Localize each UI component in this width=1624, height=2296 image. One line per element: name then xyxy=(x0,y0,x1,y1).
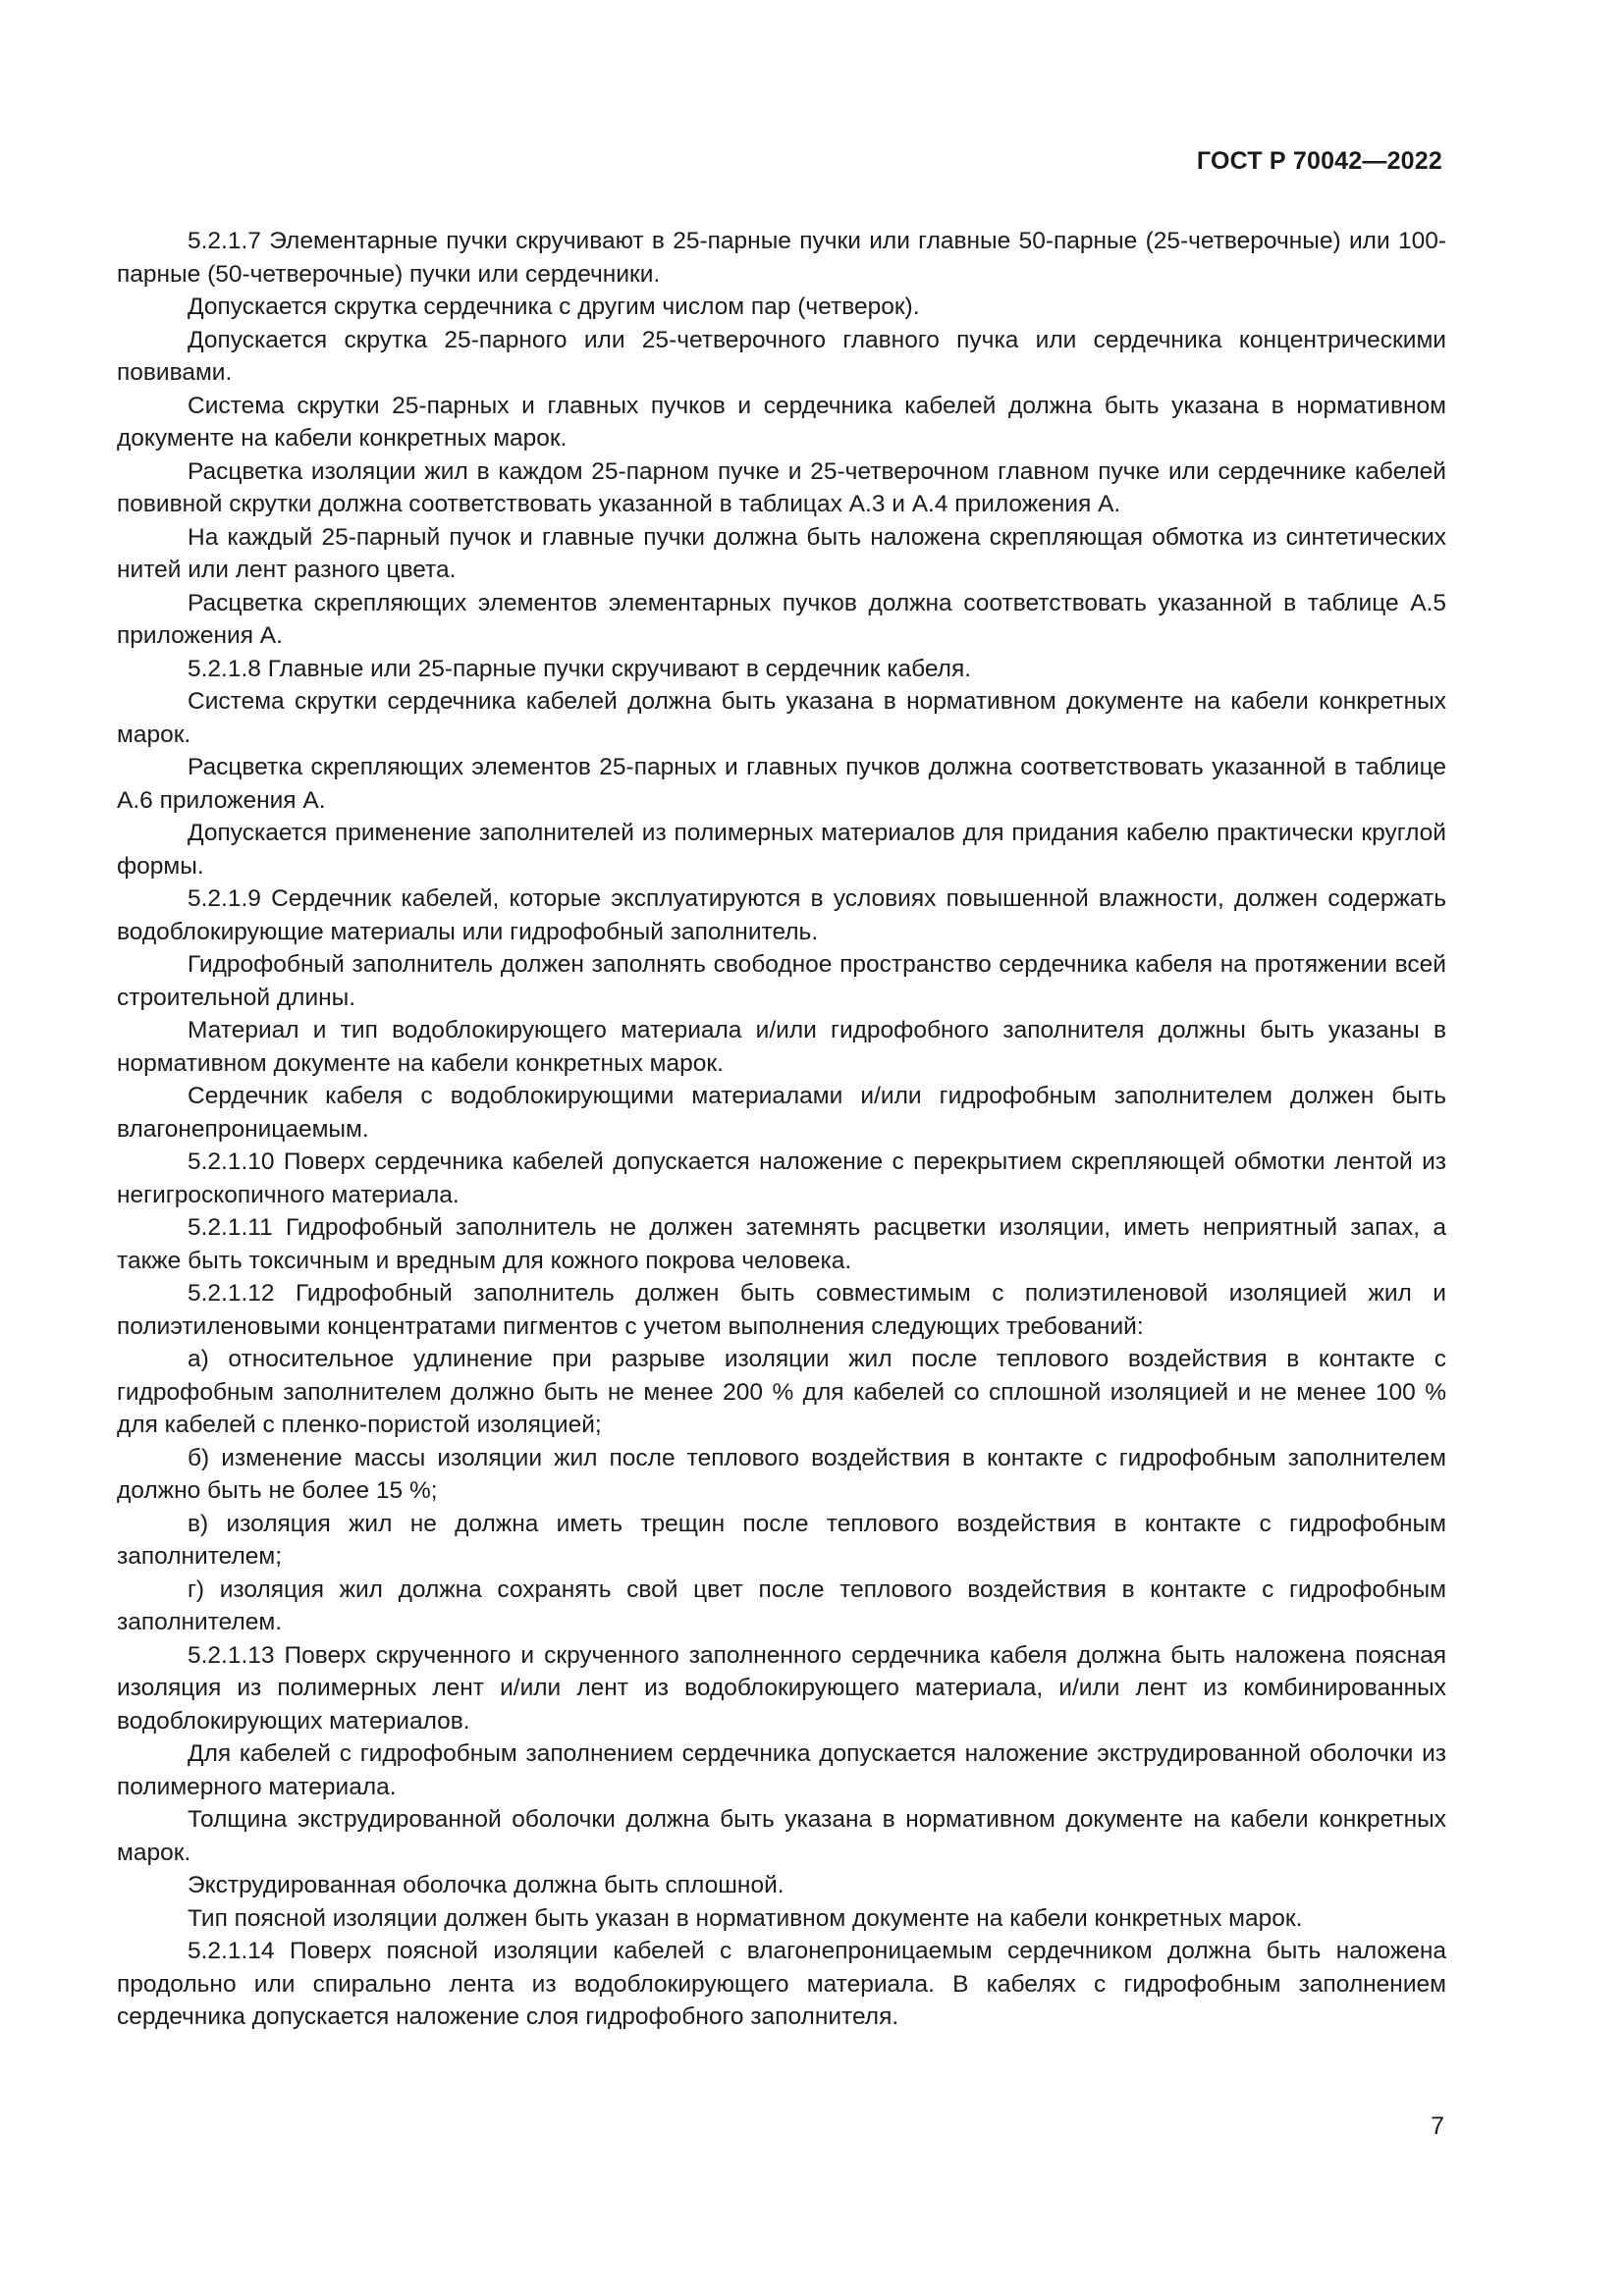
paragraph: 5.2.1.9 Сердечник кабелей, которые эксплуатируются в условиях повышенной влажности, должен содержать водоблокирующие материалы или гидрофобный заполнитель. xyxy=(117,885,1446,945)
paragraph: Тип поясной изоляции должен быть указан в нормативном документе на кабели конкретных марок. xyxy=(188,1904,1303,1932)
list-item: г) изоляция жил должна сохранять свой цвет после теплового воздействия в контакте с гидрофобным заполнителем. xyxy=(117,1575,1446,1635)
paragraph: Допускается применение заполнителей из полимерных материалов для придания кабелю практически круглой формы. xyxy=(117,820,1446,880)
paragraph: Экструдированная оболочка должна быть сплошной. xyxy=(188,1872,785,1898)
paragraph: На каждый 25-парный пучок и главные пучки должна быть наложена скрепляющая обмотка из синтетических нитей или лент разного цвета. xyxy=(117,523,1446,583)
paragraph: Система скрутки сердечника кабелей должна быть указана в нормативном документе на кабели конкретных марок. xyxy=(117,688,1446,748)
paragraph: Расцветка изоляции жил в каждом 25-парном пучке и 25-четверочном главном пучке или сердечнике кабелей повивной скрутки должна соответствовать указанной в таблицах А.3 и А.4 приложения А. xyxy=(117,457,1446,517)
paragraph: Система скрутки 25-парных и главных пучков и сердечника кабелей должна быть указана в нормативном документе на кабели конкретных марок. xyxy=(117,392,1446,452)
body-text xyxy=(117,225,1446,2034)
page-number: 7 xyxy=(1431,2112,1444,2140)
list-item: б) изменение массы изоляции жил после теплового воздействия в контакте с гидрофобным заполнителем должно быть не более 15 %; xyxy=(117,1444,1446,1504)
paragraph: 5.2.1.8 Главные или 25-парные пучки скручивают в сердечник кабеля. xyxy=(188,655,972,682)
paragraph: Расцветка скрепляющих элементов 25-парных и главных пучков должна соответствовать указанной в таблице А.6 приложения А. xyxy=(117,754,1446,814)
paragraph: Расцветка скрепляющих элементов элементарных пучков должна соответствовать указанной в таблице А.5 приложения А. xyxy=(117,589,1446,649)
paragraph: Гидрофобный заполнитель должен заполнять свободное пространство сердечника кабеля на протяжении всей строительной длины. xyxy=(117,951,1446,1011)
paragraph: Толщина экструдированной оболочки должна быть указана в нормативном документе на кабели конкретных марок. xyxy=(117,1806,1446,1866)
paragraph: 5.2.1.7 Элементарные пучки скручивают в 25-парные пучки или главные 50-парные (25-четверочные) или 100-парные (50-четверочные) пучки или сердечники. xyxy=(117,228,1446,288)
paragraph: 5.2.1.11 Гидрофобный заполнитель не должен затемнять расцветки изоляции, иметь неприятный запах, а также быть токсичным и вредным для кожного покрова человека. xyxy=(117,1214,1446,1274)
list-item: в) изоляция жил не должна иметь трещин после теплового воздействия в контакте с гидрофобным заполнителем; xyxy=(117,1510,1446,1570)
paragraph: 5.2.1.13 Поверх скрученного и скрученного заполненного сердечника кабеля должна быть наложена поясная изоляция из полимерных лент и/или лент из водоблокирующего материала, и/или лент из комбинированных водоблокирующих материалов. xyxy=(117,1641,1446,1735)
paragraph: Допускается скрутка сердечника с другим числом пар (четверок). xyxy=(188,294,920,320)
paragraph: 5.2.1.14 Поверх поясной изоляции кабелей с влагонепроницаемым сердечником должна быть наложена продольно или спирально лента из водоблокирующего материала. В кабелях с гидрофобным заполнением сердечника допускается наложение слоя гидрофобного заполнителя. xyxy=(117,1938,1446,2030)
paragraph: Материал и тип водоблокирующего материала и/или гидрофобного заполнителя должны быть указаны в нормативном документе на кабели конкретных марок. xyxy=(117,1017,1446,1077)
paragraph: 5.2.1.10 Поверх сердечника кабелей допускается наложение с перекрытием скрепляющей обмотки лентой из негигроскопичного материала. xyxy=(117,1148,1446,1208)
list-item: а) относительное удлинение при разрыве изоляции жил после теплового воздействия в контакте с гидрофобным заполнителем должно быть не менее 200 % для кабелей со сплошной изоляцией и не менее 100 % для кабелей с пленко-пористой изоляцией; xyxy=(117,1346,1446,1438)
paragraph: 5.2.1.12 Гидрофобный заполнитель должен быть совместимым с полиэтиленовой изоляцией жил и полиэтиленовыми концентратами пигментов с учетом выполнения следующих требований: xyxy=(117,1280,1446,1340)
paragraph: Допускается скрутка 25-парного или 25-четверочного главного пучка или сердечника концентрическими повивами. xyxy=(117,326,1446,386)
document-designation: ГОСТ Р 70042—2022 xyxy=(1196,147,1442,175)
paragraph: Для кабелей с гидрофобным заполнением сердечника допускается наложение экструдированной оболочки из полимерного материала. xyxy=(117,1740,1446,1800)
paragraph: Сердечник кабеля с водоблокирующими материалами и/или гидрофобным заполнителем должен быть влагонепроницаемым. xyxy=(117,1083,1446,1143)
